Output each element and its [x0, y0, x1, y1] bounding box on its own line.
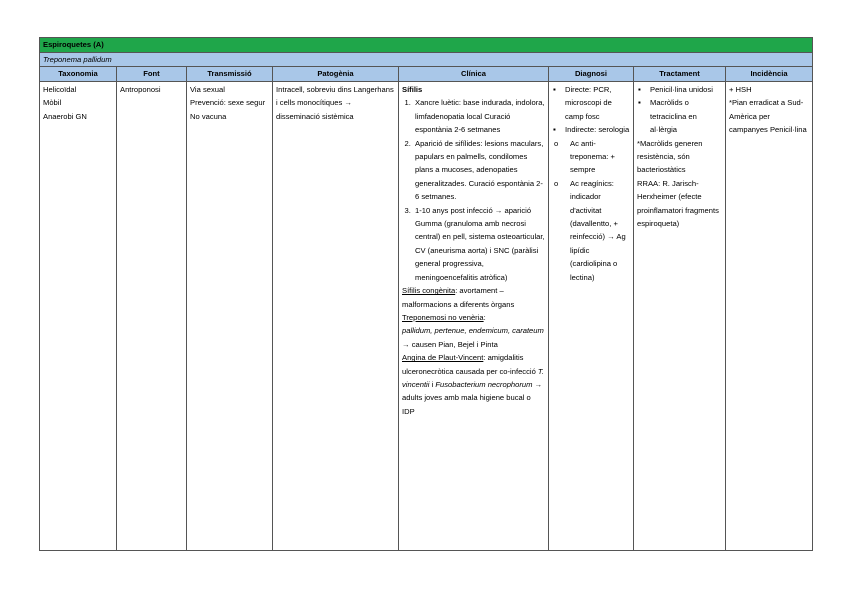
- diagnosi-sub-item: o Ac reagínics: indicador d'activitat (davallentto, + reinfecció) → Ag lipídic (cardiolipina o lectina): [570, 177, 630, 284]
- angina-and: i: [429, 379, 436, 389]
- cell-transmissio: [187, 82, 273, 551]
- diagnosi-sublist: [552, 137, 630, 284]
- tractament-rraa: RRAA: R. Jarisch-Herxheimer (efecte proinflamatori fragments espiroqueta): [637, 178, 719, 229]
- cell-clinica: [399, 82, 549, 551]
- font-line: Antroponosi: [120, 85, 161, 94]
- clinica-stage: 2. Aparició de sifílides: lesions maculars, papulars en palmells, condilomes plans a mucoses, adenopaties generalitzades. Curació espontània 2-6 setmanes.: [413, 137, 545, 204]
- patogenia-text: Intracell, sobreviu dins Langerhans i cells monocítiques → disseminació sistèmica: [276, 85, 394, 121]
- header-diagnosi: Diagnosi: [549, 67, 634, 82]
- transmissio-line: No vacuna: [190, 111, 227, 121]
- table-title: Espiroquetes (A): [40, 38, 813, 53]
- header-patogenia: Patogènia: [273, 67, 399, 82]
- taxonomia-line: Helicoïdal: [43, 85, 77, 94]
- header-font: Font: [117, 67, 187, 82]
- nonvenerea-species: pallidum, pertenue, endemicum, carateum: [402, 326, 544, 336]
- table-subtitle: Treponema pallidum: [40, 53, 813, 67]
- clinica-heading: Sífilis: [402, 85, 423, 94]
- header-transmissio: Transmissió: [187, 67, 273, 82]
- congenita-text: : avortament – malformacions a diferents òrgans: [402, 286, 515, 309]
- angina-species: T. vincentii: [402, 366, 544, 389]
- taxonomia-line: Mòbil: [43, 98, 62, 108]
- congenita-label: Sífilis congènita: [402, 286, 456, 296]
- nonvenerea-text: → causen Pian, Bejel i Pinta: [402, 339, 498, 349]
- tractament-note: *Macròlids generen resistència, són bacteriostàtics: [637, 138, 703, 175]
- angina-label: Angina de Plaut-Vincent: [402, 353, 484, 363]
- clinica-congenita: [402, 284, 545, 311]
- tractament-list: [637, 83, 722, 137]
- clinica-nonvenerea: [402, 311, 545, 351]
- cell-tractament: [634, 82, 726, 551]
- angina-text1: : amigdalitis ulceronecròtica causada per co-infecció: [402, 353, 538, 376]
- cell-font: [117, 82, 187, 551]
- cell-patogenia: [273, 82, 399, 551]
- diagnosi-sub-item: o Ac anti-treponema: + sempre: [570, 137, 630, 177]
- header-tractament: Tractament: [634, 67, 726, 82]
- angina-text2: → adults joves amb mala higiene bucal o IDP: [402, 379, 543, 416]
- espiroquetes-table: [39, 37, 813, 551]
- clinica-angina: [402, 351, 545, 418]
- header-incidencia: Incidència: [726, 67, 813, 82]
- diagnosi-indirect-text: Indirecte: serologia: [565, 125, 630, 135]
- clinica-stage: 3. 1-10 anys post infecció → aparició Gumma (granuloma amb necrosi central) en pell, sistema osteoarticular, CV (aneurisma aorta) i SNC (paràlisi general progressiva, meningoencefalitis atròfica): [413, 204, 545, 284]
- transmissio-line: Prevenció: sexe segur: [190, 98, 266, 108]
- incidencia-line: *Pian erradicat a Sud-Amèrica per campanyes Penicil·lina: [729, 98, 807, 135]
- header-clinica: Clínica: [399, 67, 549, 82]
- tractament-item: ▪ Penicil·lina unidosi: [650, 83, 722, 96]
- transmissio-line: Via sexual: [190, 85, 225, 94]
- cell-taxonomia: [40, 82, 117, 551]
- tractament-item: ▪ Macròlids o tetraciclina en al·lèrgia: [650, 96, 722, 136]
- cell-diagnosi: [549, 82, 634, 551]
- diagnosi-direct: ▪ Directe: PCR, microscopi de camp fosc: [565, 83, 630, 123]
- cell-incidencia: [726, 82, 813, 551]
- header-taxonomia: Taxonomia: [40, 67, 117, 82]
- nonvenerea-colon: :: [483, 312, 486, 322]
- diagnosi-list: [552, 83, 630, 137]
- taxonomia-line: Anaerobi GN: [43, 111, 87, 121]
- nonvenerea-label: Treponemosi no venèria: [402, 312, 484, 322]
- diagnosi-indirect: [565, 123, 630, 136]
- incidencia-line: + HSH: [729, 85, 752, 94]
- clinica-stages-list: [402, 96, 545, 284]
- angina-species2: Fusobacterium necrophorum: [435, 379, 533, 389]
- clinica-stage: 1. Xancre luètic: base indurada, indolora, limfadenopatia local Curació espontània 2-6 setmanes: [413, 96, 545, 136]
